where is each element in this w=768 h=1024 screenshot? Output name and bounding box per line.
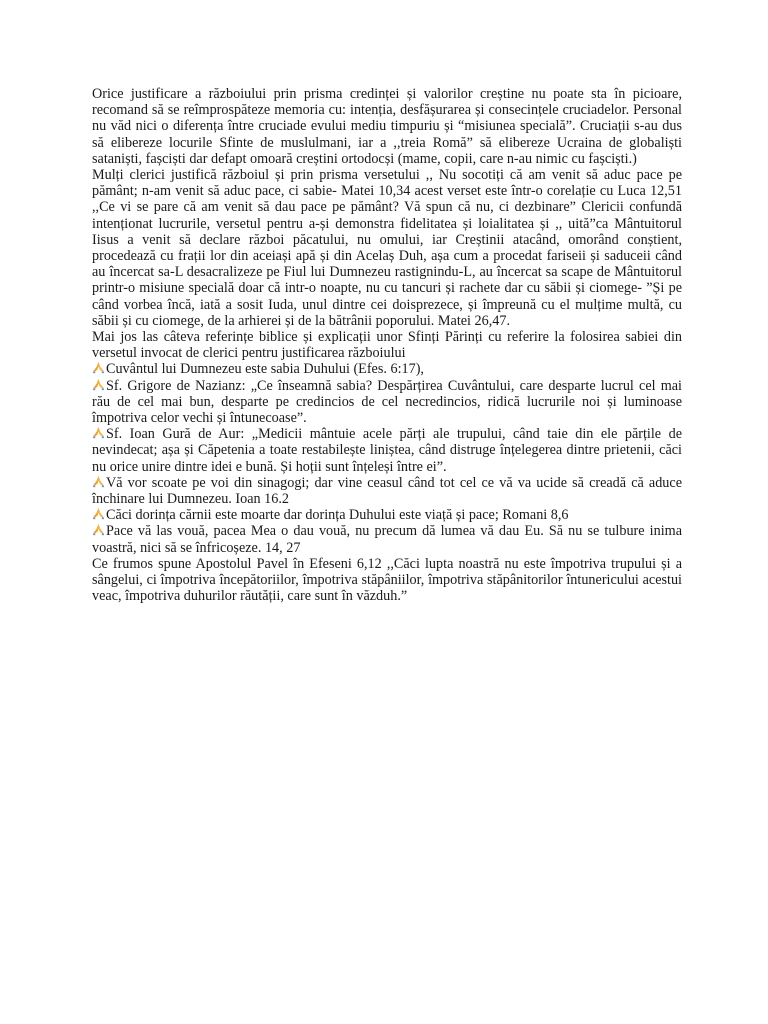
praying-hands-icon [92, 361, 105, 374]
list-item-text: Căci dorința cărnii este moarte dar dorința Duhului este viață și pace; Romani 8,6 [106, 507, 569, 524]
list-item [92, 475, 682, 507]
list-item [92, 523, 682, 555]
paragraph-closing: Ce frumos spune Apostolul Pavel în Efeseni 6,12 ,,Căci lupta noastră nu este împotriva trupului și a sângelui, ci împotriva începătoriilor, împotriva stăpâniilor, împotriva stăpânitorilor întunericului acestui veac, împotriva duhurilor răutății, care sunt în văzduh.” [92, 555, 682, 605]
list-item-text: Vă vor scoate pe voi din sinagogi; dar vine ceasul când tot cel ce vă va ucide să creadă că aduce închinare lui Dumnezeu. Ioan 16.2 [92, 474, 682, 508]
paragraph-intro: Orice justificare a războiului prin prisma credinței și valorilor creștine nu poate sta în picioare, recomand să se reîmprospăteze memoria cu: intenția, desfășurarea și consecințele cruciadelor. Personal nu văd nici o diferența între cruciade evului mediu timpuriu și “misiunea specială”. Cruciații s-au dus să elibereze locurile Sfinte de muslulmani, iar a ,,treia Romă” să elibereze Ucraina de globaliști sataniști, fașciști dar defapt omoară creștini ortodocși (mame, copii, care n-au nimic cu fașciști.) [92, 86, 682, 167]
list-item-text: Pace vă las vouă, pacea Mea o dau vouă, nu precum dă lumea vă dau Eu. Să nu se tulbure inima voastră, nici să se înfricoșeze. 14, 27 [92, 523, 682, 556]
paragraph-clerics: Mulți clerici justifică războiul și prin prisma versetului ,, Nu socotiți că am venit să aduc pace pe pământ; n-am venit să aduc pace, ci sabie- Matei 10,34 acest verset este într-o corelație cu Luca 12,51 ,,Ce vi se pare că am venit să dau pace pe pământ? Vă spun că nu, ci dezbinare” Clericii confundă intenționat lucrurile, versetul pentru a-și demonstra fidelitatea și loialitatea și ,, uită”ca Mântuitorul Iisus a venit să declare război păcatului, nu omului, iar Creștinii atacând, omorând conștient, procedează cu frații lor din aceiași apă și din Acelaș Duh, așa cum a procedat fariseii și saduceii când au încercat sa-L desacralizeze pe Fiul lui Dumnezeu rastignindu-L, au încercat sa scape de Mântuitorul printr-o misiune specială doar că intr-o noapte, nu cu tancuri și rachete dar cu săbii și ciomege- ”Și pe când vorbea încă, iată a sosit Iuda, unul dintre cei doisprezece, și împreună cu el mulțime multă, cu săbii și cu ciomege, de la arhierei și de la bătrânii poporului. Matei 26,47. [92, 167, 682, 329]
list-item [92, 361, 682, 377]
list-item [92, 378, 682, 427]
list-item-text: Sf. Ioan Gură de Aur: „Medicii mântuie acele părți ale trupului, când taie din ele părțile de nevindecat; așa și Căpetenia a toate restabilește liniștea, când distruge înțelegerea dintre prietenii, căci nu orice unire dintre idei e bună. Și hoții sunt înțeleși între ei”. [92, 426, 682, 475]
list-item [92, 507, 682, 523]
paragraph-references: Mai jos las câteva referințe biblice și explicații unor Sfinți Părinți cu referire la folosirea sabiei din versetul invocat de clerici pentru justificarea războiului [92, 329, 682, 362]
praying-hands-icon [92, 426, 105, 439]
document-body [92, 86, 682, 605]
list-item [92, 426, 682, 475]
praying-hands-icon [92, 523, 105, 536]
praying-hands-icon [92, 475, 105, 488]
praying-hands-icon [92, 378, 105, 391]
praying-hands-icon [92, 507, 105, 520]
list-item-text: Cuvântul lui Dumnezeu este sabia Duhului (Efes. 6:17), [106, 361, 424, 378]
list-item-text: Sf. Grigore de Nazianz: „Ce înseamnă sabia? Despărțirea Cuvântului, care desparte lucrul cel mai rău de cel mai bun, desparte pe credincios de cel necredincios, ridică lucrurile noi și luminoase împotriva celor vechi și întunecoase”. [92, 377, 682, 427]
